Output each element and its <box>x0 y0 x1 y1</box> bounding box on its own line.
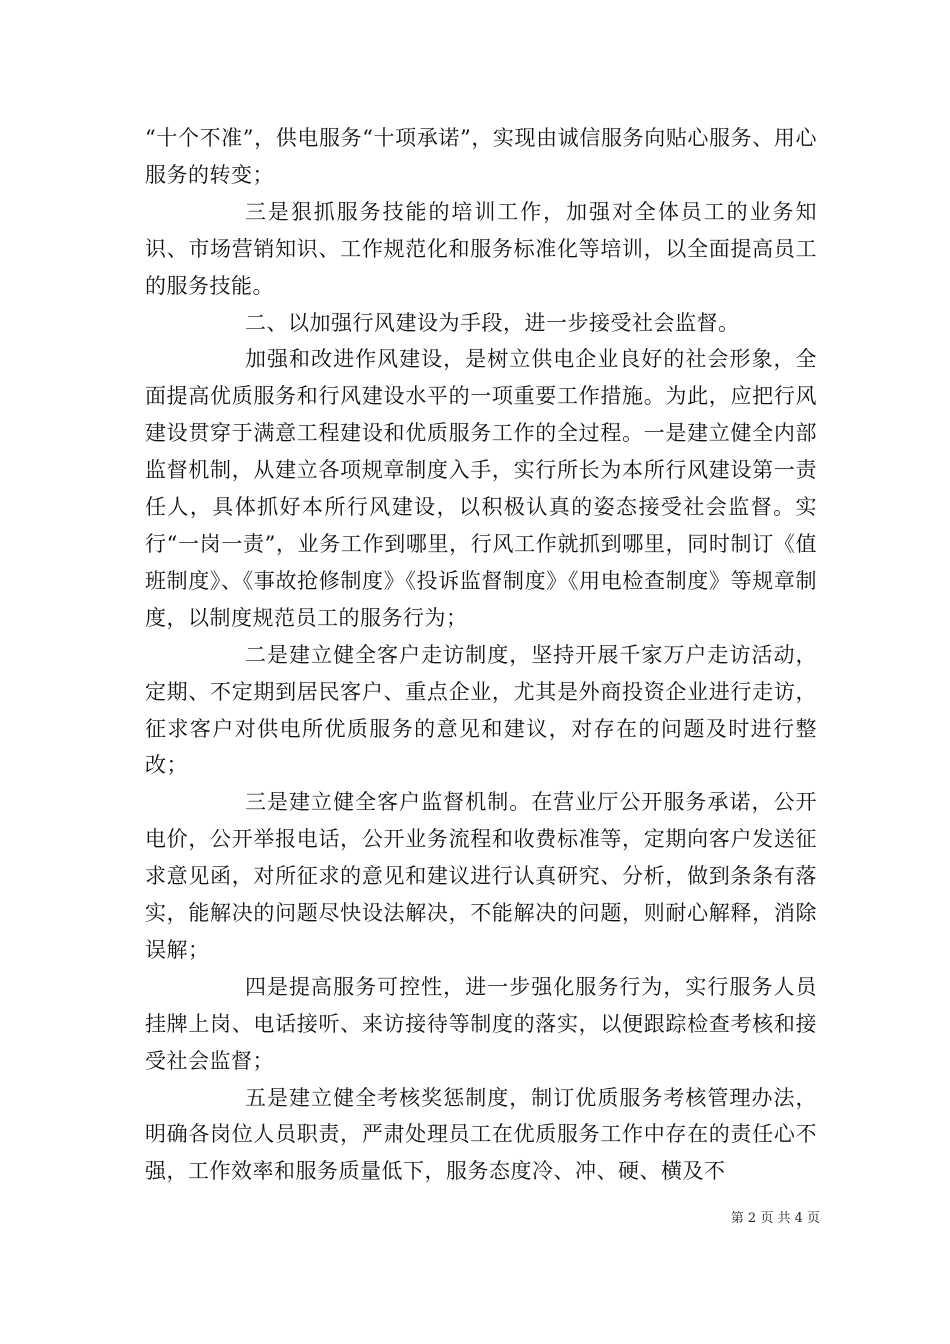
document-body <box>145 120 817 1190</box>
paragraph: 四是提高服务可控性，进一步强化服务行为，实行服务人员挂牌上岗、电话接听、来访接待等制度的落实，以便跟踪检查考核和接受社会监督； <box>145 974 817 1073</box>
paragraph: 三是建立健全客户监督机制。在营业厅公开服务承诺，公开电价，公开举报电话，公开业务流程和收费标准等，定期向客户发送征求意见函，对所征求的意见和建议进行认真研究、分析，做到条条有落实，能解决的问题尽快设法解决，不能解决的问题，则耐心解释，消除误解； <box>145 790 817 962</box>
page-number-footer: 第 2 页 共 4 页 <box>730 1211 820 1226</box>
paragraph: 五是建立健全考核奖惩制度，制订优质服务考核管理办法，明确各岗位人员职责，严肃处理员工在优质服务工作中存在的责任心不强，工作效率和服务质量低下，服务态度冷、冲、硬、横及不 <box>145 1085 817 1184</box>
section-heading: 二、以加强行风建设为手段，进一步接受社会监督。 <box>245 310 740 335</box>
paragraph: 三是狠抓服务技能的培训工作，加强对全体员工的业务知识、市场营销知识、工作规范化和服务标准化等培训，以全面提高员工的服务技能。 <box>145 199 817 298</box>
paragraph: 二是建立健全客户走访制度，坚持开展千家万户走访活动，定期、不定期到居民客户、重点企业，尤其是外商投资企业进行走访，征求客户对供电所优质服务的意见和建议，对存在的问题及时进行整改； <box>145 642 817 778</box>
paragraph: 加强和改进作风建设，是树立供电企业良好的社会形象，全面提高优质服务和行风建设水平的一项重要工作措施。为此，应把行风建设贯穿于满意工程建设和优质服务工作的全过程。一是建立健全内部监督机制，从建立各项规章制度入手，实行所长为本所行风建设第一责任人，具体抓好本所行风建设，以积极认真的姿态接受社会监督。实行“一岗一责”，业务工作到哪里，行风工作就抓到哪里，同时制订《值班制度》、《事故抢修制度》《投诉监督制度》《用电检查制度》等规章制度，以制度规范员工的服务行为； <box>145 347 817 630</box>
paragraph: “十个不准”，供电服务“十项承诺”，实现由诚信服务向贴心服务、用心服务的转变； <box>145 126 817 187</box>
